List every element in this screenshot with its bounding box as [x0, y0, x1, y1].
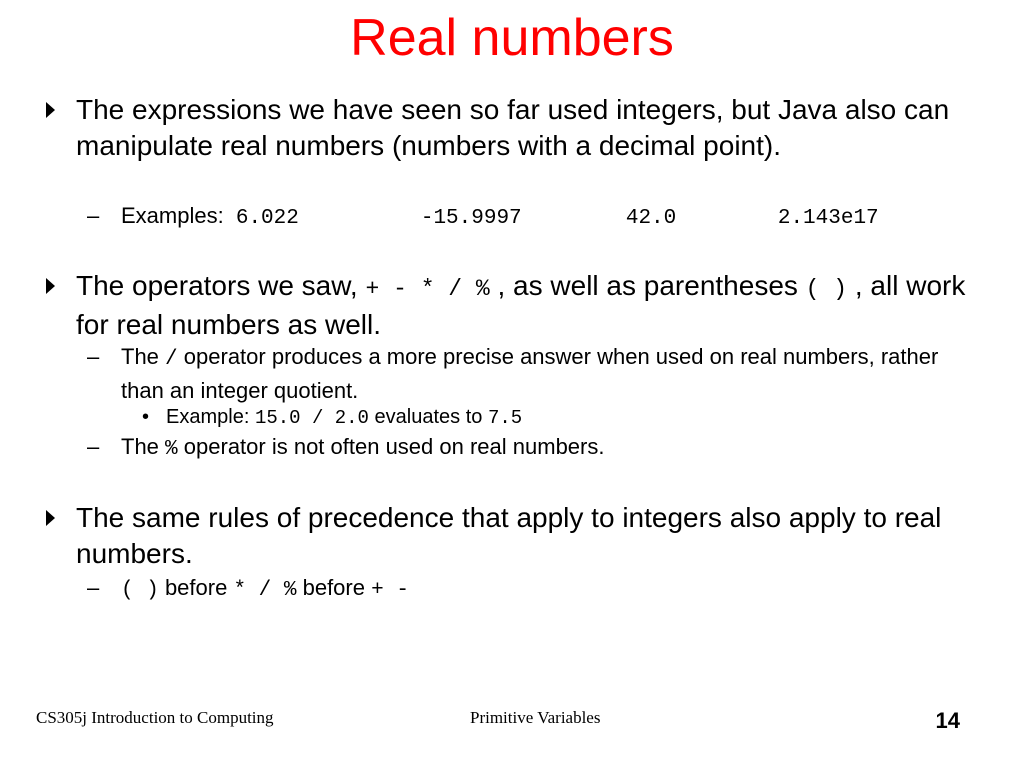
parens-code: ( ): [121, 579, 159, 602]
example-result-code: 7.5: [487, 407, 523, 429]
bullet-dot: •: [142, 406, 150, 428]
footer-topic: Primitive Variables: [470, 708, 601, 727]
triangle-right-icon: [46, 510, 55, 526]
footer-course: CS305j Introduction to Computing: [36, 708, 274, 727]
add-sub-code: + -: [371, 579, 409, 602]
triangle-right-icon: [46, 102, 55, 118]
bullet-precedence: [76, 500, 976, 572]
examples-label: Examples:: [121, 203, 224, 228]
bullet-precedence-text: The same rules of precedence that apply to integers also apply to real numbers.: [76, 502, 942, 569]
example-value: 6.022: [235, 207, 299, 230]
page-number: 14: [935, 708, 960, 733]
triangle-right-icon: [46, 278, 55, 294]
example-value: 2.143e17: [777, 207, 879, 230]
sub-bullet-precedence-order: – ( ) before * / % before + -: [87, 575, 409, 602]
modulo-operator-code: %: [165, 438, 178, 461]
bullet-expressions-text: The expressions we have seen so far used integers, but Java also can manipulate real numbers (numbers with a decimal point).: [76, 94, 950, 161]
example-value: 42.0: [625, 207, 677, 230]
sub-sub-bullet-example: • Example: 15.0 / 2.0 evaluates to 7.5: [142, 406, 523, 429]
sub-bullet-examples: – Examples: 6.022 -15.9997 42.0 2.143e17: [121, 200, 981, 234]
example-expression-code: 15.0 / 2.0: [254, 407, 369, 429]
mult-div-mod-code: * / %: [233, 579, 297, 602]
bullet-expressions: [76, 92, 976, 164]
example-value: -15.9997: [420, 207, 522, 230]
slide-title: Real numbers: [350, 9, 674, 67]
bullet-operators: The operators we saw, + - * / % , as well as parentheses ( ) , all work for real numbers as well.: [76, 268, 976, 343]
operators-code: + - * / %: [365, 276, 490, 302]
sub-bullet-divide: – The / operator produces a more precise answer when used on real numbers, rather than an integer quotient.: [87, 344, 939, 403]
divide-operator-code: /: [165, 348, 178, 371]
parens-code: ( ): [805, 276, 848, 302]
sub-bullet-modulo: – The % operator is not often used on real numbers.: [87, 434, 605, 461]
